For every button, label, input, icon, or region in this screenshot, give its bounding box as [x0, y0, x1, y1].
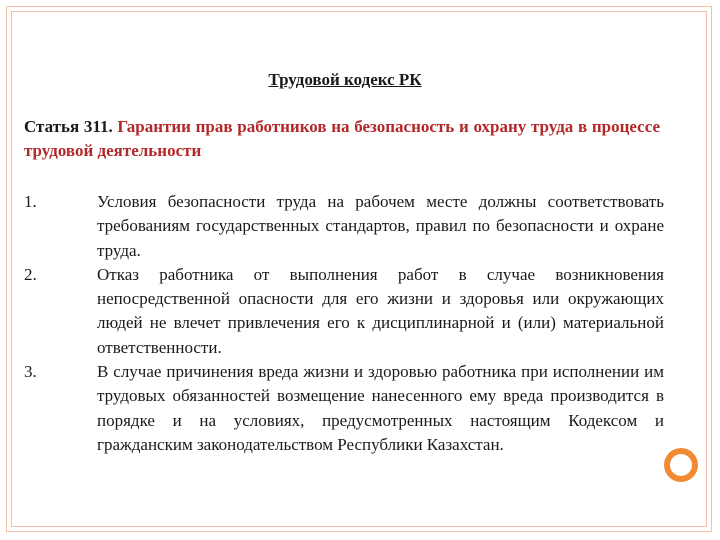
article-number: Статья 311.: [24, 117, 113, 136]
list-item-number: 2.: [24, 264, 37, 284]
article-header: [24, 115, 660, 163]
list-item-text: Условия безопасности труда на рабочем месте должны соответствовать требованиям государственных стандартов, правил по безопасности и охране труда.: [97, 192, 664, 260]
list-item-number: 3.: [24, 362, 37, 382]
list-item-text: В случае причинения вреда жизни и здоровью работника при исполнении им трудовых обязанностей возмещение нанесенного ему вреда производится в порядке и на условиях, предусмотренных настоящим Кодексом и гражданским законодательством Республики Казахстан.: [97, 362, 664, 454]
list-item: [24, 190, 664, 263]
article-title: Гарантии прав работников на безопасность и охрану труда в процессе трудовой деятельности: [24, 117, 660, 160]
list-item: [24, 360, 664, 457]
accent-circle-center: [670, 454, 692, 476]
provisions-list: [24, 190, 664, 457]
list-item-number: 1.: [24, 192, 37, 211]
list-item-text: Отказ работника от выполнения работ в случае возникновения непосредственной опасности для его жизни и здоровья или окружающих людей не влечет привлечения его к дисциплинарной и (или) материальной ответственности.: [97, 264, 664, 357]
document-heading: Трудовой кодекс РК: [268, 70, 422, 89]
list-item: [24, 263, 664, 360]
